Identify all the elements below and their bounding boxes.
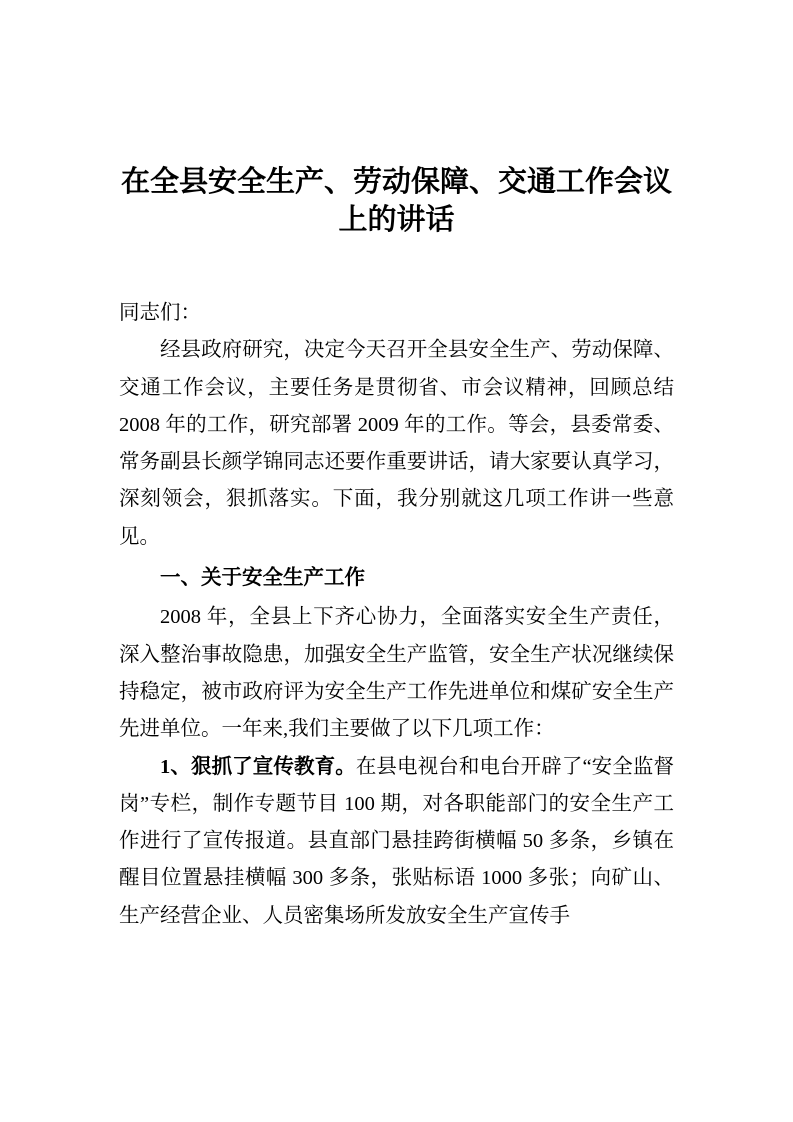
section-1-heading: 一、关于安全生产工作 <box>160 566 365 590</box>
salutation: 同志们： <box>119 302 201 324</box>
item-1-text: 在县电视台和电台开辟了“安全监督岗”专栏，制作专题节目 100 期，对各职能部门的安全生产工作进行了宣传报道。县直部门悬挂跨街横幅 50 多条，乡镇在醒目位置悬挂横幅 300 多条，张贴标语 1000 多张；向矿山、生产经营企业、人员密集场所发放安全生产宣传手 <box>119 755 674 927</box>
document-body <box>119 295 674 935</box>
section-1-overview-paragraph: 2008 年，全县上下齐心协力，全面落实安全生产责任，深入整治事故隐患，加强安全生产监管，安全生产状况继续保持稳定，被市政府评为安全生产工作先进单位和煤矿安全生产先进单位。一年来,我们主要做了以下几项工作： <box>119 606 674 741</box>
intro-paragraph: 经县政府研究，决定今天召开全县安全生产、劳动保障、交通工作会议，主要任务是贯彻省、市会议精神，回顾总结 2008 年的工作，研究部署 2009 年的工作。等会，县委常委、常务副县长颜学锦同志还要作重要讲话，请大家要认真学习，深刻领会，狠抓落实。下面，我分别就这几项工作讲一些意见。 <box>119 339 674 548</box>
item-1-lead: 1、狠抓了宣传教育。 <box>160 755 356 778</box>
document-title: 在全县安全生产、劳动保障、交通工作会议上的讲话 <box>120 166 672 236</box>
section-1-item-1-paragraph <box>119 749 674 935</box>
